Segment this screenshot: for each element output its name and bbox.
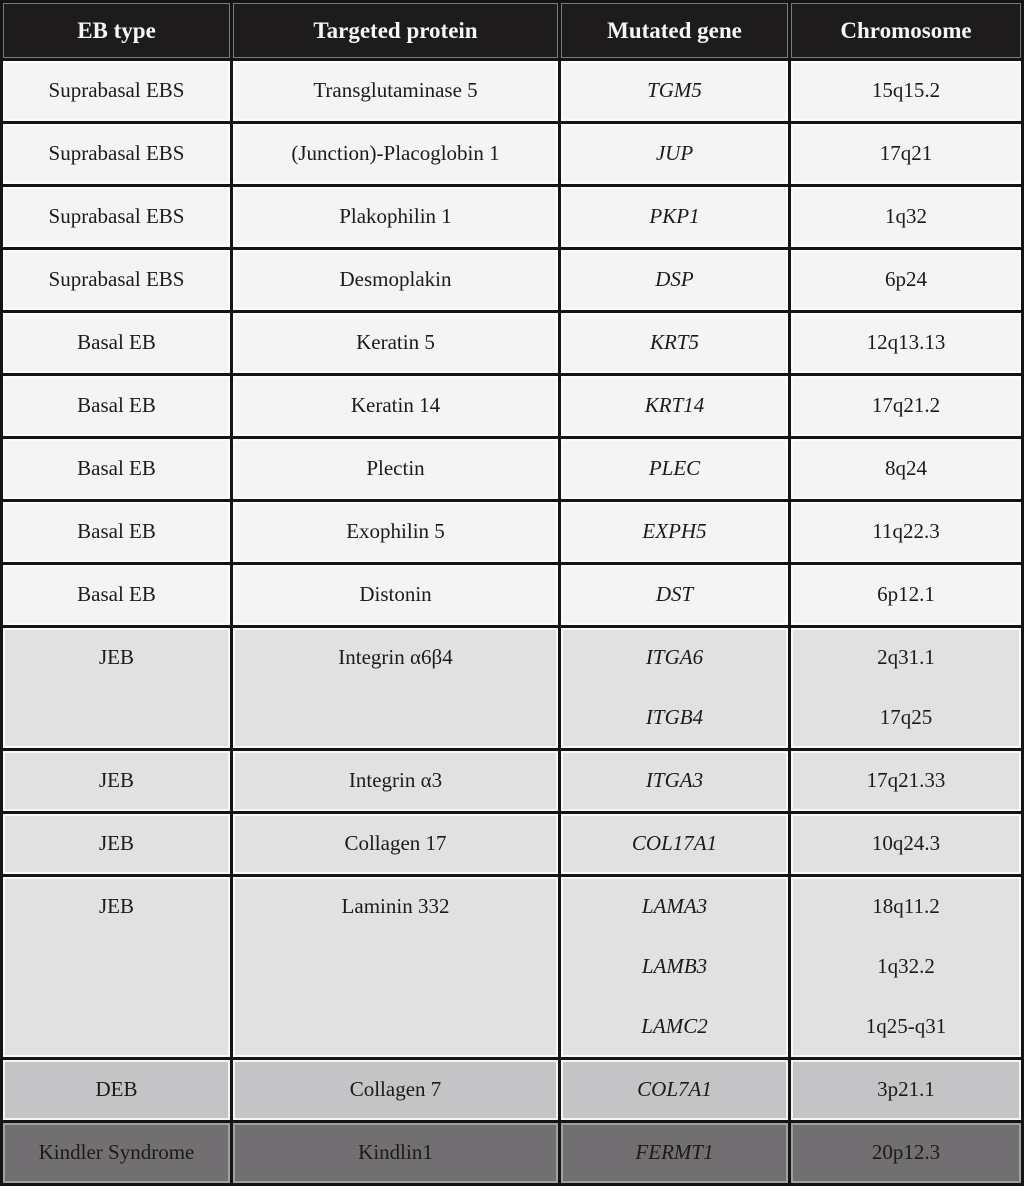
eb-type-cell [3,1123,230,1183]
chromosome-text: 17q21.2 [871,393,941,418]
eb-type-text: Basal EB [77,519,156,544]
chromosome-text: 20p12.3 [871,1140,941,1165]
chromosome-text: 18q11.2 [872,894,940,919]
chromosome-text: 2q31.1 [877,645,935,670]
gene-text: ITGA6 [645,645,704,670]
gene-text: DST [655,582,694,607]
eb-type-text: Basal EB [77,582,156,607]
table-row [3,187,1021,247]
eb-type-cell [3,376,230,436]
protein-cell [233,1060,558,1120]
gene-text: PKP1 [649,204,700,229]
eb-type-text: Kindler Syndrome [38,1140,195,1165]
header-row [3,3,1021,58]
protein-text: Integrin α3 [348,768,443,793]
gene-cell [561,565,788,625]
protein-cell [233,124,558,184]
gene-cell [561,187,788,247]
gene-cell [561,1060,788,1120]
gene-cell [561,814,788,874]
table-row [3,502,1021,562]
chromosome-cell [791,61,1021,121]
chromosome-text: 12q13.13 [866,330,946,355]
chromosome-cell [791,628,1021,748]
protein-text: Keratin 14 [350,393,441,418]
chromosome-cell [791,124,1021,184]
table-row [3,313,1021,373]
gene-text: LAMC2 [641,1014,708,1039]
eb-type-text: Suprabasal EBS [48,141,185,166]
table-row [3,1123,1021,1183]
chromosome-cell [791,439,1021,499]
gene-text: ITGB4 [645,705,704,730]
gene-cell [561,1123,788,1183]
header-chromosome: Chromosome [791,3,1021,58]
eb-type-cell [3,313,230,373]
protein-text: Laminin 332 [341,894,450,919]
eb-type-cell [3,187,230,247]
gene-text: FERMT1 [635,1140,714,1165]
chromosome-cell [791,751,1021,811]
gene-text: ITGA3 [645,768,704,793]
chromosome-cell [791,313,1021,373]
table-row [3,751,1021,811]
chromosome-cell [791,1123,1021,1183]
table-row [3,877,1021,1057]
protein-cell [233,439,558,499]
header-targeted-protein: Targeted protein [233,3,558,58]
protein-cell [233,814,558,874]
table-row [3,814,1021,874]
eb-type-cell [3,565,230,625]
table-row [3,565,1021,625]
eb-type-text: JEB [98,768,134,793]
protein-text: (Junction)-Placoglobin 1 [291,141,500,166]
table-row [3,124,1021,184]
gene-cell [561,124,788,184]
protein-text: Desmoplakin [339,267,452,292]
eb-type-text: JEB [98,831,134,856]
table-row [3,376,1021,436]
gene-text: KRT14 [644,393,705,418]
chromosome-text: 3p21.1 [877,1077,935,1102]
protein-cell [233,1123,558,1183]
eb-type-text: Basal EB [77,393,156,418]
table-body [3,61,1021,1183]
gene-cell [561,376,788,436]
protein-cell [233,250,558,310]
chromosome-cell [791,814,1021,874]
chromosome-text: 1q25-q31 [865,1014,947,1039]
table-row [3,250,1021,310]
gene-text: EXPH5 [642,519,707,544]
eb-type-cell [3,751,230,811]
eb-type-cell [3,250,230,310]
chromosome-cell [791,502,1021,562]
protein-cell [233,565,558,625]
gene-text: DSP [655,267,694,292]
gene-text: PLEC [648,456,701,481]
eb-type-text: Suprabasal EBS [48,78,185,103]
chromosome-text: 17q25 [879,705,933,730]
protein-text: Kindlin1 [358,1140,433,1165]
chromosome-cell [791,376,1021,436]
gene-cell [561,877,788,1057]
protein-cell [233,502,558,562]
protein-cell [233,187,558,247]
protein-text: Plectin [366,456,425,481]
protein-cell [233,61,558,121]
protein-cell [233,751,558,811]
eb-type-text: Suprabasal EBS [48,267,185,292]
eb-type-text: JEB [98,894,134,919]
chromosome-text: 1q32 [885,204,927,229]
chromosome-text: 17q21 [879,141,933,166]
eb-type-cell [3,124,230,184]
gene-text: COL7A1 [637,1077,712,1102]
gene-cell [561,751,788,811]
gene-text: TGM5 [647,78,702,103]
chromosome-text: 11q22.3 [872,519,940,544]
protein-cell [233,313,558,373]
chromosome-text: 8q24 [885,456,927,481]
table-row [3,61,1021,121]
protein-text: Keratin 5 [356,330,435,355]
gene-text: KRT5 [649,330,699,355]
protein-cell [233,628,558,748]
protein-cell [233,376,558,436]
eb-type-text: DEB [95,1077,138,1102]
chromosome-text: 6p12.1 [877,582,935,607]
eb-type-text: Suprabasal EBS [48,204,185,229]
chromosome-cell [791,877,1021,1057]
eb-type-text: Basal EB [77,330,156,355]
chromosome-text: 1q32.2 [877,954,935,979]
protein-text: Collagen 17 [344,831,447,856]
chromosome-text: 17q21.33 [866,768,946,793]
gene-cell [561,313,788,373]
header-mutated-gene: Mutated gene [561,3,788,58]
gene-text: COL17A1 [631,831,718,856]
eb-type-text: JEB [98,645,134,670]
chromosome-text: 15q15.2 [871,78,941,103]
protein-text: Collagen 7 [349,1077,442,1102]
gene-cell [561,628,788,748]
chromosome-text: 6p24 [885,267,927,292]
protein-text: Transglutaminase 5 [313,78,478,103]
gene-text: LAMA3 [641,894,708,919]
eb-type-text: Basal EB [77,456,156,481]
chromosome-text: 10q24.3 [871,831,941,856]
chromosome-cell [791,1060,1021,1120]
table-header [3,3,1021,58]
eb-type-cell [3,877,230,1057]
table-row [3,1060,1021,1120]
protein-text: Plakophilin 1 [339,204,452,229]
chromosome-cell [791,187,1021,247]
table-row [3,439,1021,499]
eb-type-cell [3,439,230,499]
gene-cell [561,61,788,121]
protein-cell [233,877,558,1057]
gene-cell [561,439,788,499]
gene-cell [561,250,788,310]
gene-text: JUP [655,141,694,166]
header-eb-type: EB type [3,3,230,58]
chromosome-cell [791,565,1021,625]
eb-type-cell [3,502,230,562]
eb-type-cell [3,1060,230,1120]
protein-text: Exophilin 5 [346,519,445,544]
chromosome-cell [791,250,1021,310]
eb-type-cell [3,814,230,874]
gene-cell [561,502,788,562]
eb-type-cell [3,628,230,748]
protein-text: Integrin α6β4 [338,645,453,670]
gene-text: LAMB3 [641,954,708,979]
eb-type-cell [3,61,230,121]
protein-text: Distonin [359,582,432,607]
table-row [3,628,1021,748]
